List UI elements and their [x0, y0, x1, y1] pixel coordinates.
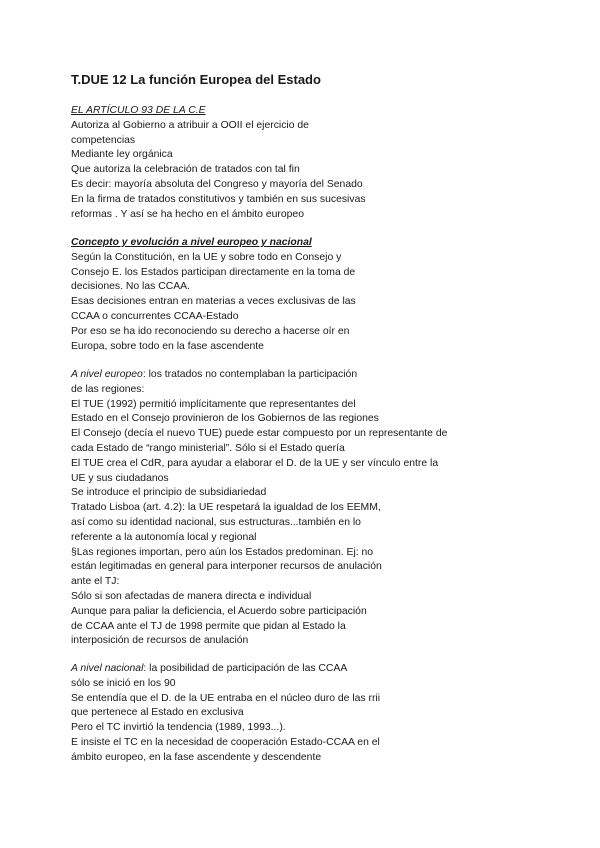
section-lead-line — [71, 368, 591, 383]
text-line: de CCAA ante el TJ de 1998 permite que pidan al Estado la — [71, 620, 346, 632]
text-line: E insiste el TC en la necesidad de cooperación Estado-CCAA en el — [71, 736, 380, 748]
text-line: de las regiones: — [71, 383, 145, 395]
text-line: Que autoriza la celebración de tratados con tal fin — [71, 164, 300, 176]
section-heading: EL ARTÍCULO 93 DE LA C.E — [71, 105, 206, 116]
text-line: Según la Constitución, en la UE y sobre todo en Consejo y — [71, 251, 342, 263]
text-line: El Consejo (decía el nuevo TUE) puede estar compuesto por un representante de — [71, 428, 448, 440]
text-line: competencias — [71, 134, 136, 146]
text-line: así como su identidad nacional, sus estructuras...también en lo — [71, 516, 361, 528]
text-line: cada Estado de “rango ministerial”. Sólo si el Estado quería — [71, 442, 345, 454]
text-line: Europa, sobre todo en la fase ascendente — [71, 340, 264, 352]
text-line: reformas . Y así se ha hecho en el ámbito europeo — [71, 208, 304, 220]
text-line: UE y sus ciudadanos — [71, 472, 169, 484]
text-line: Tratado Lisboa (art. 4.2): la UE respetará la igualdad de los EEMM, — [71, 502, 381, 514]
text-line: Se entendía que el D. de la UE entraba en el núcleo duro de las rrii — [71, 692, 381, 704]
section-nivel-europeo — [71, 368, 591, 649]
text-line: Sólo si son afectadas de manera directa e individual — [71, 590, 312, 602]
text-line: El TUE crea el CdR, para ayudar a elaborar el D. de la UE y ser vínculo entre la — [71, 457, 439, 469]
section-lead-rest: : la posibilidad de participación de las CCAA — [143, 663, 348, 674]
text-line: El TUE (1992) permitió implícitamente que representantes del — [71, 398, 356, 410]
text-line: CCAA o concurrentes CCAA-Estado — [71, 310, 239, 322]
section-nivel-nacional — [71, 662, 591, 766]
text-line: Estado en el Consejo provinieron de los Gobiernos de las regiones — [71, 413, 379, 425]
text-line: En la firma de tratados constitutivos y también en sus sucesivas — [71, 193, 366, 205]
text-line: Autoriza al Gobierno a atribuir a OOII el ejercicio de — [71, 119, 309, 131]
section-lead-italic: A nivel europeo — [71, 369, 143, 380]
section-lead-italic: A nivel nacional — [71, 663, 144, 674]
text-line: Se introduce el principio de subsidiariedad — [71, 487, 267, 499]
text-line: Pero el TC invirtió la tendencia (1989, 1993...). — [71, 722, 286, 734]
section-lead-line — [71, 662, 591, 677]
text-line: sólo se inició en los 90 — [71, 677, 176, 689]
section-heading: Concepto y evolución a nivel europeo y nacional — [71, 237, 312, 248]
text-line: decisiones. No las CCAA. — [71, 281, 190, 293]
section-lead-rest: : los tratados no contemplaban la participación — [142, 369, 358, 380]
text-line: que pertenece al Estado en exclusiva — [71, 707, 244, 719]
text-line: Aunque para paliar la deficiencia, el Acuerdo sobre participación — [71, 605, 367, 617]
text-line: §Las regiones importan, pero aún los Estados predominan. Ej: no — [71, 546, 374, 558]
section-article-93 — [71, 104, 591, 222]
text-line: Es decir: mayoría absoluta del Congreso y mayoría del Senado — [71, 178, 363, 190]
page-title: T.DUE 12 La función Europea del Estado — [71, 72, 321, 87]
text-line: ámbito europeo, en la fase ascendente y descendente — [71, 751, 322, 763]
text-line: están legitimadas en general para interponer recursos de anulación — [71, 561, 382, 573]
text-line: Mediante ley orgánica — [71, 149, 173, 161]
text-line: Por eso se ha ido reconociendo su derecho a hacerse oír en — [71, 325, 350, 337]
text-line: ante el TJ: — [71, 576, 120, 588]
text-line: interposición de recursos de anulación — [71, 635, 249, 647]
section-concepto — [71, 236, 591, 354]
text-line: Esas decisiones entran en materias a veces exclusivas de las — [71, 296, 356, 308]
text-line: Consejo E. los Estados participan directamente en la toma de — [71, 266, 356, 278]
text-line: referente a la autonomía local y regional — [71, 531, 257, 543]
